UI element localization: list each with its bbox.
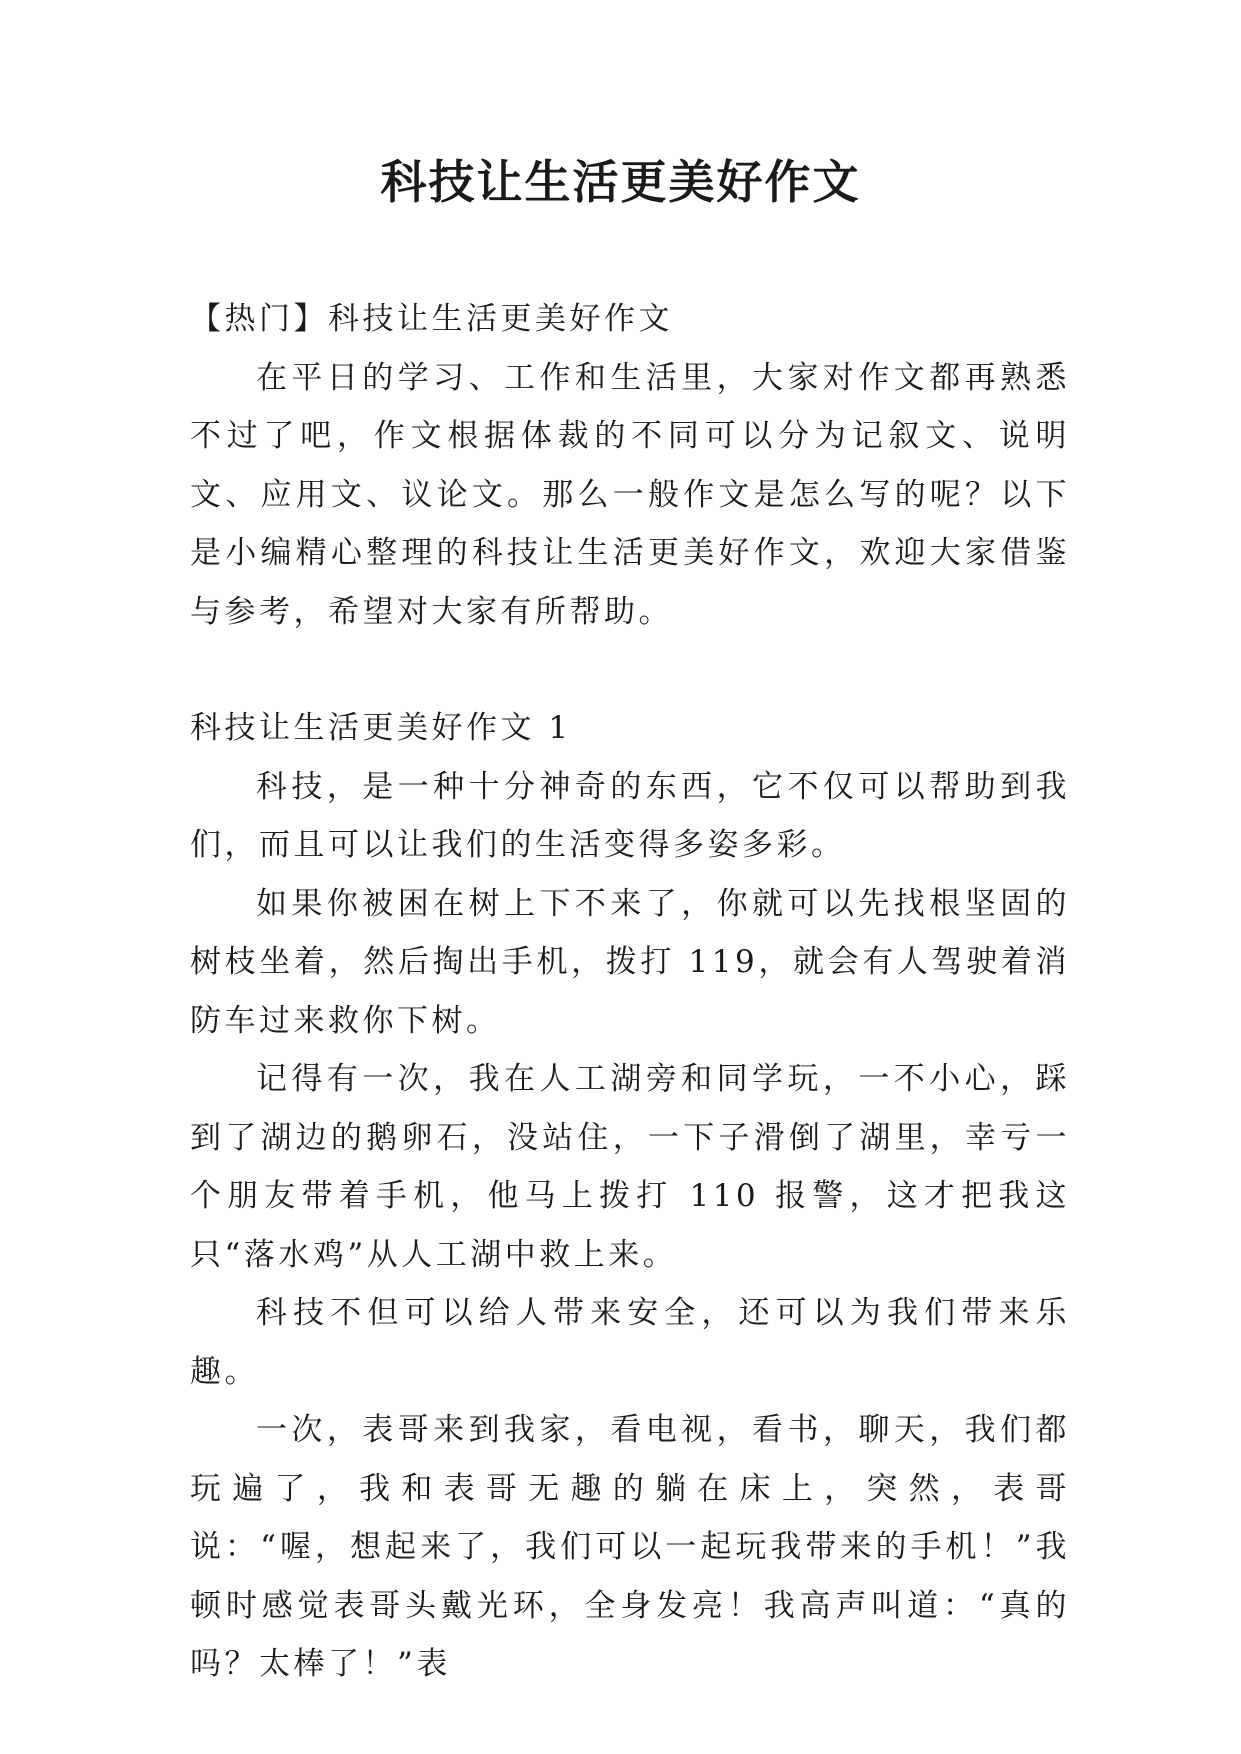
intro-paragraph: 在平日的学习、工作和生活里，大家对作文都再熟悉不过了吧，作文根据体裁的不同可以分为记叙文、说明文、应用文、议论文。那么一般作文是怎么写的呢？以下是小编精心整理的科技让生活更美好作文，欢迎大家借鉴与参考，希望对大家有所帮助。 xyxy=(190,359,1070,630)
body-paragraph-1: 科技，是一种十分神奇的东西，它不仅可以帮助到我们，而且可以让我们的生活变得多姿多彩。 xyxy=(190,768,1070,863)
section-heading: 科技让生活更美好作文 1 xyxy=(190,710,572,746)
body-paragraph-3: 记得有一次，我在人工湖旁和同学玩，一不小心，踩到了湖边的鹅卵石，没站住，一下子滑倒了湖里，幸亏一个朋友带着手机，他马上拨打 110 报警，这才把我这只“落水鸡”从人工湖中救上来。 xyxy=(190,1061,1070,1273)
body-paragraph-5: 一次，表哥来到我家，看电视，看书，聊天，我们都玩遍了，我和表哥无趣的躺在床上，突然，表哥说：“喔，想起来了，我们可以一起玩我带来的手机！”我顿时感觉表哥头戴光环，全身发亮！我高声叫道：“真的吗？太棒了！”表 xyxy=(190,1412,1070,1682)
body-paragraph-4: 科技不但可以给人带来安全，还可以为我们带来乐趣。 xyxy=(190,1295,1070,1390)
section-gap xyxy=(190,641,1070,699)
body-paragraph-2: 如果你被困在树上下不来了，你就可以先找根坚固的树枝坐着，然后掏出手机，拨打 119，就会有人驾驶着消防车过来救你下树。 xyxy=(190,885,1070,1039)
subtitle-line: 【热门】科技让生活更美好作文 xyxy=(190,301,673,337)
document-title: 科技让生活更美好作文 xyxy=(380,155,861,209)
document-body xyxy=(190,290,1070,1694)
